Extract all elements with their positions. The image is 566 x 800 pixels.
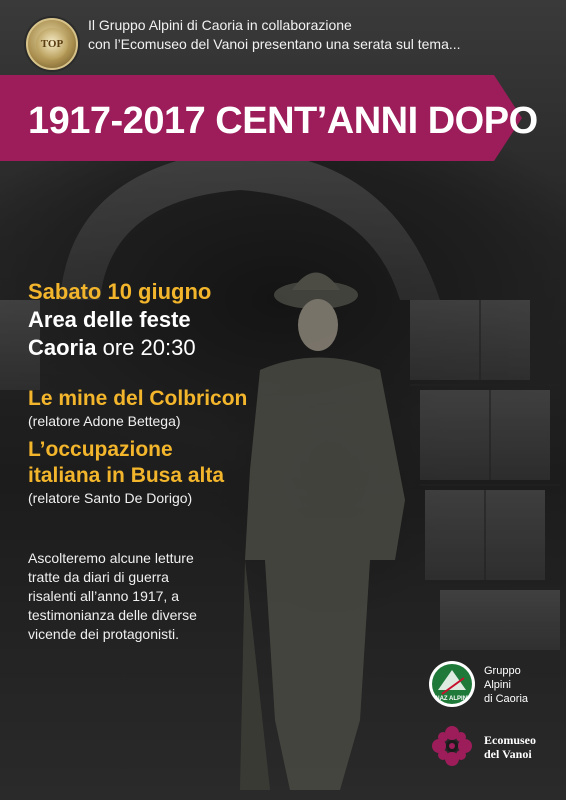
intro-line-2: con l’Ecomuseo del Vanoi presentano una serata sul tema... (88, 36, 461, 52)
description-line: risalenti all’anno 1917, a (28, 588, 179, 604)
talk-title: Le mine del Colbricon (28, 387, 248, 410)
ecomuseo-label (484, 733, 536, 761)
event-details (28, 278, 211, 362)
talk-item (28, 386, 328, 431)
talk-speaker: (relatore Santo De Dorigo) (28, 490, 193, 506)
alpini-logo-text: NAZ ALPINI (435, 696, 469, 702)
ecomuseo-flower-logo-icon (428, 722, 476, 770)
intro-line-1: Il Gruppo Alpini di Caoria in collaborazione (88, 17, 352, 33)
event-place: Area delle feste (28, 307, 191, 332)
talk-list (28, 386, 328, 514)
event-location-time (28, 334, 211, 362)
badge-text: TOP (36, 28, 68, 60)
talk-item (28, 437, 328, 508)
ecomuseo-label-line: del Vanoi (484, 747, 532, 761)
talk-speaker: (relatore Adone Bettega) (28, 413, 181, 429)
alpini-label-line: Gruppo (484, 665, 521, 677)
alpini-group-label (484, 664, 528, 706)
description-line: Ascolteremo alcune letture (28, 550, 194, 566)
group-badge-logo (26, 18, 78, 70)
page-title: 1917-2017 CENT’ANNI DOPO (28, 100, 538, 142)
description-line: testimonianza delle diverse (28, 607, 197, 623)
talk-title-line-1: L’occupazione (28, 438, 173, 461)
description-line: tratte da diari di guerra (28, 569, 169, 585)
event-description (28, 549, 258, 644)
ana-alpini-logo-icon (428, 660, 476, 708)
alpini-label-line: Alpini (484, 679, 511, 691)
alpini-label-line: di Caoria (484, 693, 529, 705)
intro-text (88, 16, 548, 54)
event-village: Caoria (28, 335, 97, 360)
soldier-figure (240, 273, 405, 791)
event-date: Sabato 10 giugno (28, 279, 212, 304)
ecomuseo-label-line: Ecomuseo (484, 733, 536, 747)
talk-title-line-2: italiana in Busa alta (28, 464, 225, 487)
description-line: vicende dei protagonisti. (28, 626, 179, 642)
event-time: ore 20:30 (102, 335, 196, 360)
